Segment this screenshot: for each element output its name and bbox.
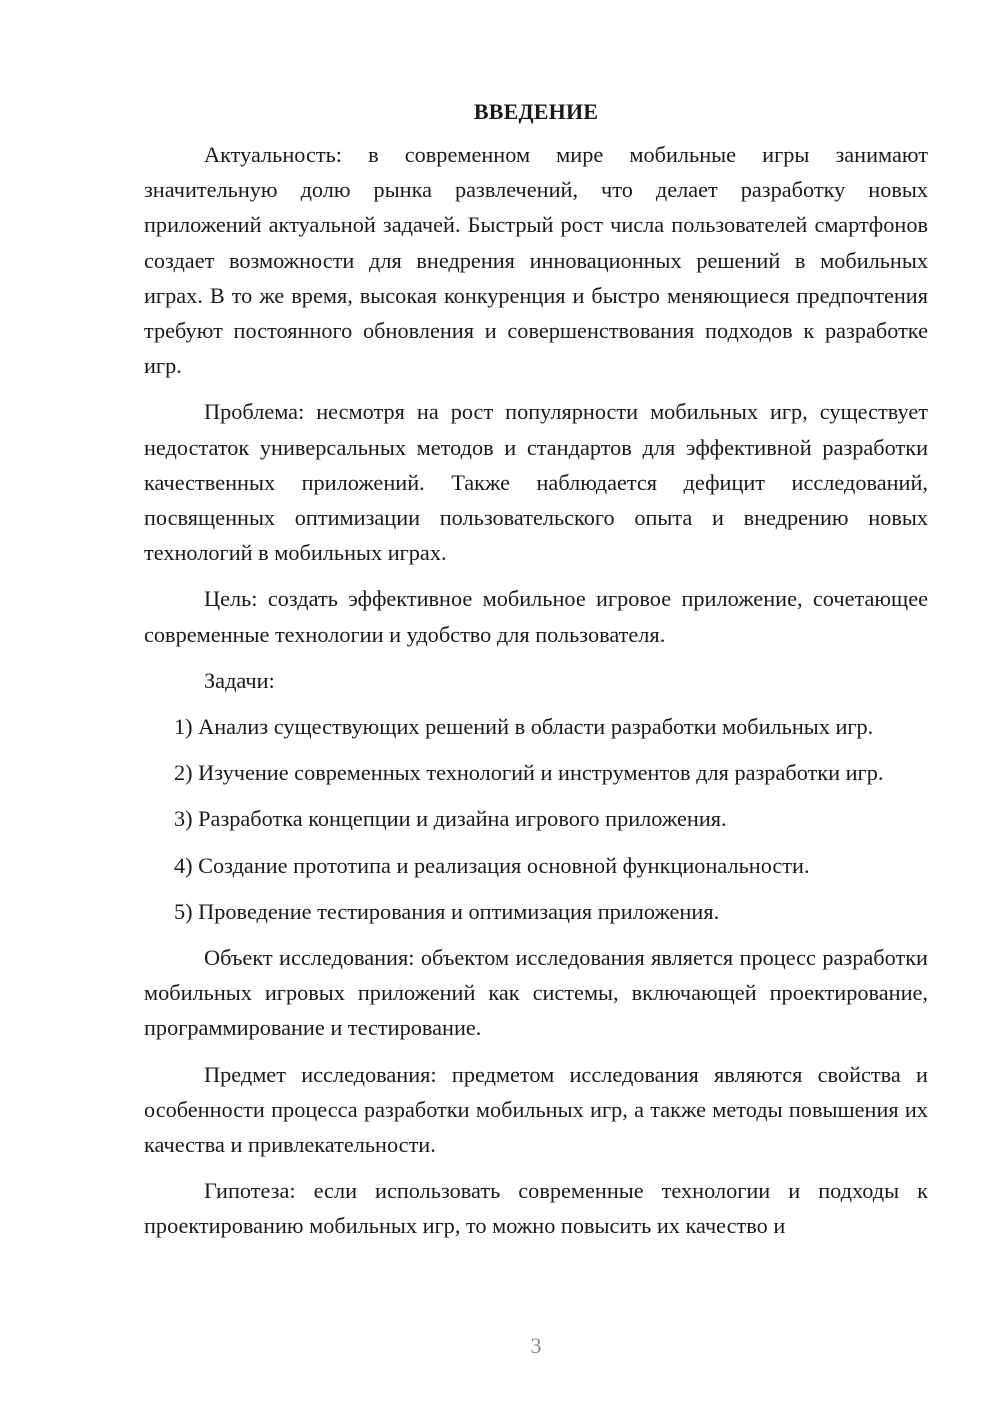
paragraph-hypothesis: Гипотеза: если использовать современные технологии и подходы к проектированию мобильных игр, то можно повысить их качество и [144, 1178, 928, 1239]
task-item-1: 1) Анализ существующих решений в области разработки мобильных игр. [174, 714, 874, 740]
section-heading: ВВЕДЕНИЕ [473, 99, 599, 124]
task-item-3: 3) Разработка концепции и дизайна игрового приложения. [174, 806, 727, 832]
paragraph-relevance: Актуальность: в современном мире мобильные игры занимают значительную долю рынка развлечений, что делает разработку новых приложений актуальной задачей. Быстрый рост числа пользователей смартфонов создает возможности для внедрения инновационных решений в мобильных играх. В то же время, высокая конкуренция и быстро меняющиеся предпочтения требуют постоянного обновления и совершенствования подходов к разработке игр. [144, 142, 928, 379]
paragraph-problem: Проблема: несмотря на рост популярности мобильных игр, существует недостаток универсальных методов и стандартов для эффективной разработки качественных приложений. Также наблюдается дефицит исследований, посвященных оптимизации пользовательского опыта и внедрению новых технологий в мобильных играх. [144, 399, 928, 566]
task-item-2: 2) Изучение современных технологий и инструментов для разработки игр. [174, 760, 884, 786]
task-item-5: 5) Проведение тестирования и оптимизация приложения. [174, 898, 720, 924]
tasks-label: Задачи: [204, 667, 275, 693]
paragraph-subject: Предмет исследования: предметом исследования являются свойства и особенности процесса разработки мобильных игр, а также методы повышения их качества и привлекательности. [144, 1061, 928, 1158]
paragraph-goal: Цель: создать эффективное мобильное игровое приложение, сочетающее современные технологии и удобство для пользователя. [144, 586, 928, 647]
task-item-4: 4) Создание прототипа и реализация основной функциональности. [174, 852, 810, 878]
page-number: 3 [530, 1333, 542, 1358]
page-content [144, 94, 928, 1255]
paragraph-object: Объект исследования: объектом исследования является процесс разработки мобильных игровых приложений как системы, включающей проектирование, программирование и тестирование. [144, 945, 928, 1041]
